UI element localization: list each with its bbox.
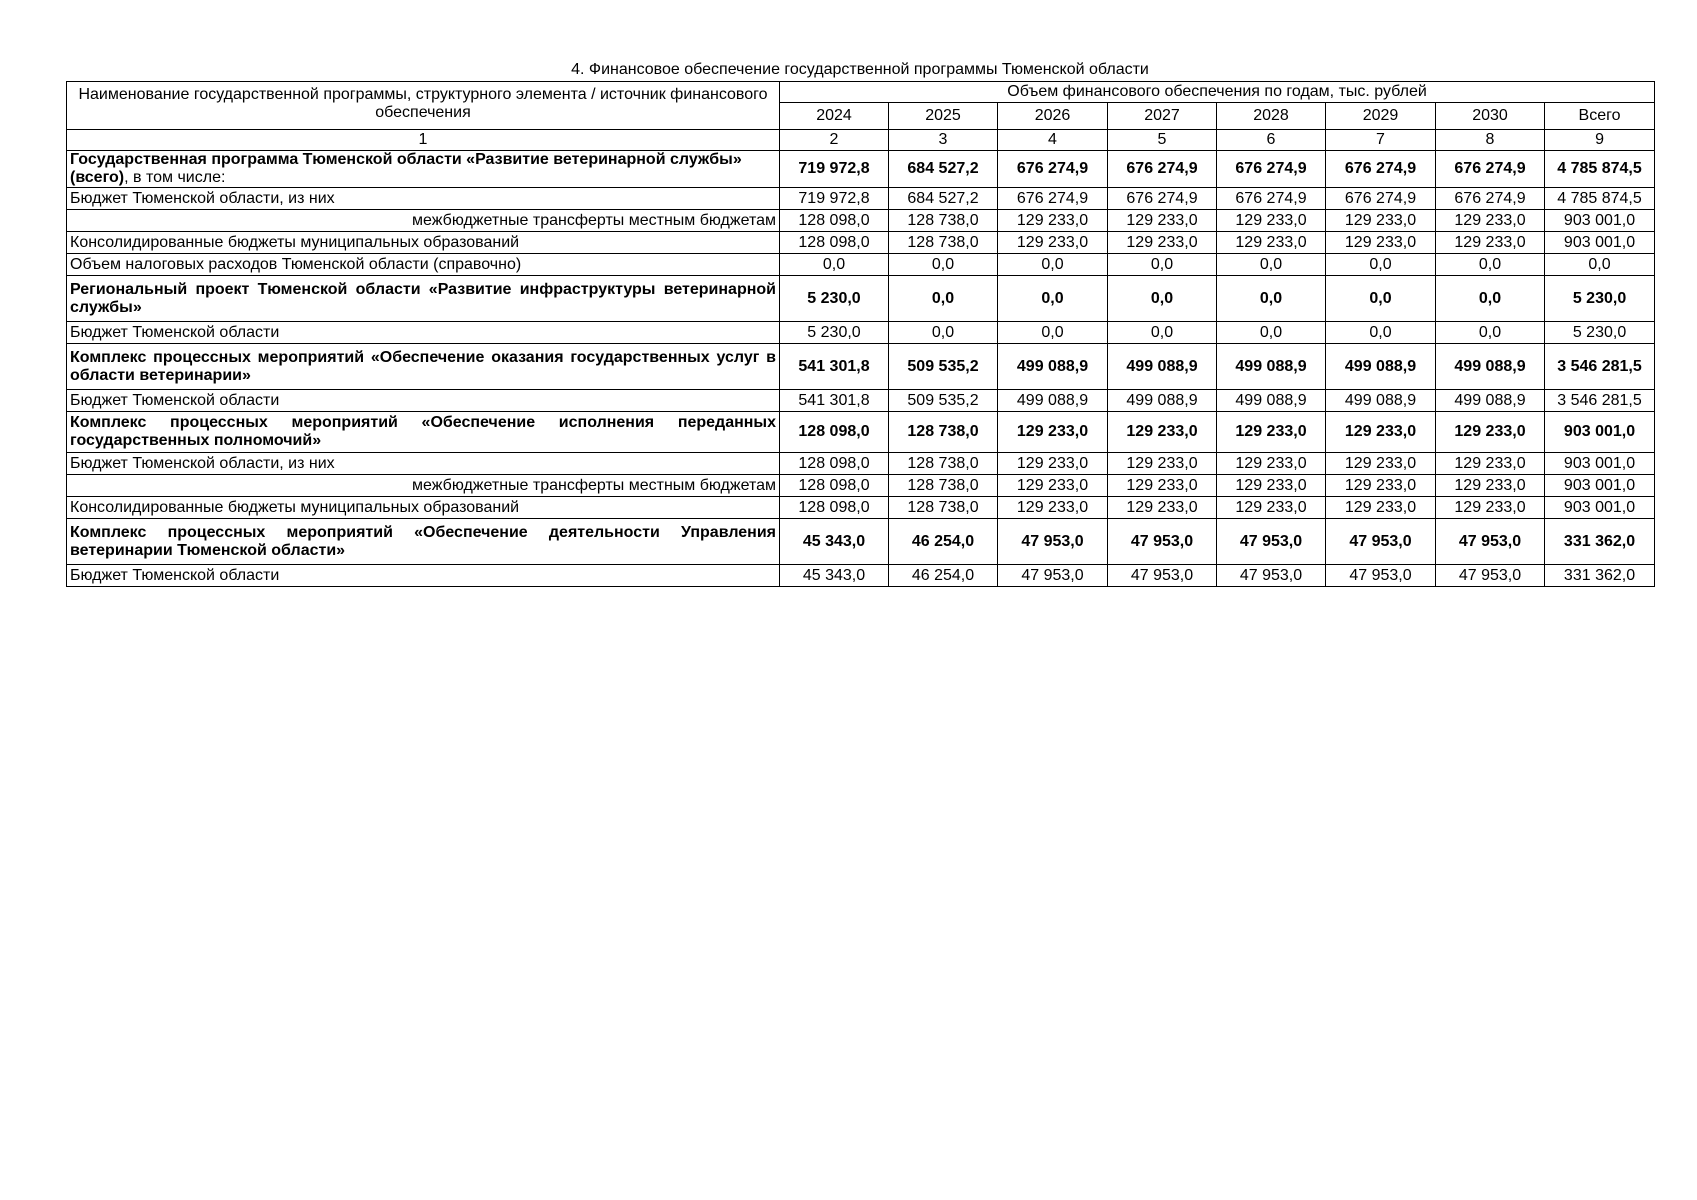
value-cell: 129 233,0 (1326, 232, 1436, 254)
value-cell: 499 088,9 (1108, 344, 1217, 390)
value-cell: 499 088,9 (1217, 344, 1326, 390)
value-cell: 499 088,9 (1326, 344, 1436, 390)
value-cell: 331 362,0 (1545, 565, 1655, 587)
value-cell: 129 233,0 (1217, 232, 1326, 254)
value-cell: 0,0 (889, 276, 998, 322)
value-cell: 903 001,0 (1545, 497, 1655, 519)
value-cell: 45 343,0 (780, 565, 889, 587)
value-cell: 129 233,0 (1108, 412, 1217, 453)
column-index: 7 (1326, 130, 1436, 151)
header-year: 2028 (1217, 103, 1326, 130)
financing-table (66, 81, 1655, 587)
value-cell: 129 233,0 (1326, 497, 1436, 519)
value-cell: 47 953,0 (1326, 519, 1436, 565)
value-cell: 676 274,9 (1108, 188, 1217, 210)
value-cell: 0,0 (1436, 254, 1545, 276)
value-cell: 129 233,0 (1436, 210, 1545, 232)
header-year: 2026 (998, 103, 1108, 130)
value-cell: 331 362,0 (1545, 519, 1655, 565)
value-cell: 0,0 (889, 322, 998, 344)
value-cell: 684 527,2 (889, 151, 998, 188)
value-cell: 129 233,0 (1436, 497, 1545, 519)
header-year: 2027 (1108, 103, 1217, 130)
value-cell: 676 274,9 (998, 188, 1108, 210)
value-cell: 499 088,9 (1436, 344, 1545, 390)
value-cell: 128 098,0 (780, 453, 889, 475)
value-cell: 0,0 (1217, 254, 1326, 276)
value-cell: 129 233,0 (998, 210, 1108, 232)
table-row (67, 497, 1655, 519)
value-cell: 128 738,0 (889, 412, 998, 453)
value-cell: 129 233,0 (998, 232, 1108, 254)
column-index: 6 (1217, 130, 1326, 151)
value-cell: 47 953,0 (1436, 565, 1545, 587)
row-name: Бюджет Тюменской области (67, 322, 780, 344)
value-cell: 129 233,0 (998, 412, 1108, 453)
table-row (67, 276, 1655, 322)
value-cell: 128 098,0 (780, 475, 889, 497)
value-cell: 0,0 (1436, 276, 1545, 322)
value-cell: 499 088,9 (1436, 390, 1545, 412)
value-cell: 47 953,0 (1108, 519, 1217, 565)
value-cell: 129 233,0 (1108, 210, 1217, 232)
row-name: Региональный проект Тюменской области «Развитие инфраструктуры ветеринарной службы» (67, 276, 780, 322)
table-row (67, 412, 1655, 453)
value-cell: 129 233,0 (1108, 232, 1217, 254)
table-row (67, 390, 1655, 412)
row-name: Комплекс процессных мероприятий «Обеспечение оказания государственных услуг в области ветеринарии» (67, 344, 780, 390)
value-cell: 719 972,8 (780, 151, 889, 188)
row-name: межбюджетные трансферты местным бюджетам (67, 475, 780, 497)
value-cell: 129 233,0 (1326, 453, 1436, 475)
value-cell: 0,0 (998, 322, 1108, 344)
value-cell: 903 001,0 (1545, 412, 1655, 453)
value-cell: 47 953,0 (1108, 565, 1217, 587)
table-row (67, 232, 1655, 254)
value-cell: 129 233,0 (1326, 475, 1436, 497)
value-cell: 676 274,9 (1436, 188, 1545, 210)
value-cell: 676 274,9 (1436, 151, 1545, 188)
row-name-tail: , в том числе: (124, 169, 226, 186)
value-cell: 499 088,9 (1217, 390, 1326, 412)
value-cell: 128 098,0 (780, 497, 889, 519)
value-cell: 47 953,0 (1217, 519, 1326, 565)
value-cell: 0,0 (1217, 276, 1326, 322)
value-cell: 129 233,0 (1108, 453, 1217, 475)
header-year: 2029 (1326, 103, 1436, 130)
value-cell: 3 546 281,5 (1545, 390, 1655, 412)
value-cell: 129 233,0 (1326, 412, 1436, 453)
column-index: 1 (67, 130, 780, 151)
value-cell: 0,0 (1326, 254, 1436, 276)
header-index-row (67, 130, 1655, 151)
value-cell: 129 233,0 (1436, 232, 1545, 254)
table-row (67, 565, 1655, 587)
value-cell: 903 001,0 (1545, 453, 1655, 475)
row-name: Бюджет Тюменской области, из них (67, 188, 780, 210)
value-cell: 128 098,0 (780, 232, 889, 254)
value-cell: 129 233,0 (1436, 475, 1545, 497)
value-cell: 4 785 874,5 (1545, 188, 1655, 210)
table-row (67, 254, 1655, 276)
value-cell: 129 233,0 (998, 475, 1108, 497)
value-cell: 47 953,0 (1217, 565, 1326, 587)
row-name: Консолидированные бюджеты муниципальных образований (67, 497, 780, 519)
value-cell: 4 785 874,5 (1545, 151, 1655, 188)
value-cell: 0,0 (998, 276, 1108, 322)
row-name: межбюджетные трансферты местным бюджетам (67, 210, 780, 232)
value-cell: 129 233,0 (998, 497, 1108, 519)
value-cell: 0,0 (1436, 322, 1545, 344)
value-cell: 47 953,0 (998, 519, 1108, 565)
value-cell: 0,0 (1326, 276, 1436, 322)
row-name (67, 151, 780, 188)
value-cell: 684 527,2 (889, 188, 998, 210)
row-name: Бюджет Тюменской области (67, 390, 780, 412)
value-cell: 903 001,0 (1545, 232, 1655, 254)
value-cell: 47 953,0 (1436, 519, 1545, 565)
value-cell: 676 274,9 (1326, 151, 1436, 188)
value-cell: 5 230,0 (1545, 276, 1655, 322)
value-cell: 676 274,9 (1217, 188, 1326, 210)
row-name: Комплекс процессных мероприятий «Обеспечение деятельности Управления ветеринарии Тюменской области» (67, 519, 780, 565)
value-cell: 129 233,0 (1326, 210, 1436, 232)
value-cell: 129 233,0 (1217, 475, 1326, 497)
value-cell: 541 301,8 (780, 344, 889, 390)
row-name: Комплекс процессных мероприятий «Обеспечение исполнения переданных государственных полномочий» (67, 412, 780, 453)
table-row (67, 210, 1655, 232)
value-cell: 47 953,0 (998, 565, 1108, 587)
table-row (67, 322, 1655, 344)
column-index: 9 (1545, 130, 1655, 151)
table-row (67, 475, 1655, 497)
value-cell: 129 233,0 (1436, 453, 1545, 475)
value-cell: 676 274,9 (1108, 151, 1217, 188)
value-cell: 0,0 (1326, 322, 1436, 344)
value-cell: 129 233,0 (1217, 453, 1326, 475)
value-cell: 128 098,0 (780, 210, 889, 232)
value-cell: 0,0 (780, 254, 889, 276)
value-cell: 45 343,0 (780, 519, 889, 565)
value-cell: 719 972,8 (780, 188, 889, 210)
value-cell: 5 230,0 (780, 322, 889, 344)
table-row (67, 151, 1655, 188)
column-index: 3 (889, 130, 998, 151)
column-index: 5 (1108, 130, 1217, 151)
value-cell: 129 233,0 (998, 453, 1108, 475)
header-year: 2024 (780, 103, 889, 130)
value-cell: 0,0 (889, 254, 998, 276)
value-cell: 128 738,0 (889, 210, 998, 232)
value-cell: 0,0 (1108, 322, 1217, 344)
value-cell: 903 001,0 (1545, 475, 1655, 497)
header-name-column: Наименование государственной программы, структурного элемента / источник финансового обеспечения (67, 82, 780, 130)
value-cell: 128 738,0 (889, 453, 998, 475)
value-cell: 499 088,9 (1326, 390, 1436, 412)
table-row (67, 344, 1655, 390)
header-year: 2025 (889, 103, 998, 130)
value-cell: 46 254,0 (889, 519, 998, 565)
value-cell: 129 233,0 (1108, 497, 1217, 519)
value-cell: 541 301,8 (780, 390, 889, 412)
header-year: 2030 (1436, 103, 1545, 130)
table-title: 4. Финансовое обеспечение государственной программы Тюменской области (571, 61, 1149, 78)
value-cell: 129 233,0 (1217, 412, 1326, 453)
column-index: 8 (1436, 130, 1545, 151)
value-cell: 0,0 (1217, 322, 1326, 344)
value-cell: 129 233,0 (1217, 497, 1326, 519)
value-cell: 129 233,0 (1436, 412, 1545, 453)
value-cell: 676 274,9 (998, 151, 1108, 188)
value-cell: 128 098,0 (780, 412, 889, 453)
value-cell: 499 088,9 (1108, 390, 1217, 412)
value-cell: 128 738,0 (889, 497, 998, 519)
value-cell: 499 088,9 (998, 390, 1108, 412)
value-cell: 0,0 (1108, 254, 1217, 276)
value-cell: 128 738,0 (889, 232, 998, 254)
header-volume: Объем финансового обеспечения по годам, тыс. рублей (780, 82, 1655, 103)
column-index: 4 (998, 130, 1108, 151)
value-cell: 903 001,0 (1545, 210, 1655, 232)
value-cell: 509 535,2 (889, 344, 998, 390)
value-cell: 676 274,9 (1326, 188, 1436, 210)
header-total: Всего (1545, 103, 1655, 130)
row-name: Бюджет Тюменской области (67, 565, 780, 587)
row-name: Консолидированные бюджеты муниципальных образований (67, 232, 780, 254)
value-cell: 676 274,9 (1217, 151, 1326, 188)
value-cell: 0,0 (1108, 276, 1217, 322)
value-cell: 129 233,0 (1217, 210, 1326, 232)
table-row (67, 519, 1655, 565)
value-cell: 5 230,0 (780, 276, 889, 322)
row-name: Объем налоговых расходов Тюменской области (справочно) (67, 254, 780, 276)
table-row (67, 453, 1655, 475)
value-cell: 5 230,0 (1545, 322, 1655, 344)
column-index: 2 (780, 130, 889, 151)
value-cell: 47 953,0 (1326, 565, 1436, 587)
row-name: Бюджет Тюменской области, из них (67, 453, 780, 475)
value-cell: 0,0 (1545, 254, 1655, 276)
value-cell: 509 535,2 (889, 390, 998, 412)
value-cell: 0,0 (998, 254, 1108, 276)
value-cell: 46 254,0 (889, 565, 998, 587)
table-row (67, 188, 1655, 210)
value-cell: 129 233,0 (1108, 475, 1217, 497)
value-cell: 128 738,0 (889, 475, 998, 497)
value-cell: 3 546 281,5 (1545, 344, 1655, 390)
value-cell: 499 088,9 (998, 344, 1108, 390)
row-name-bold: Государственная программа Тюменской области «Развитие ветеринарной службы» (всего) (70, 151, 742, 186)
